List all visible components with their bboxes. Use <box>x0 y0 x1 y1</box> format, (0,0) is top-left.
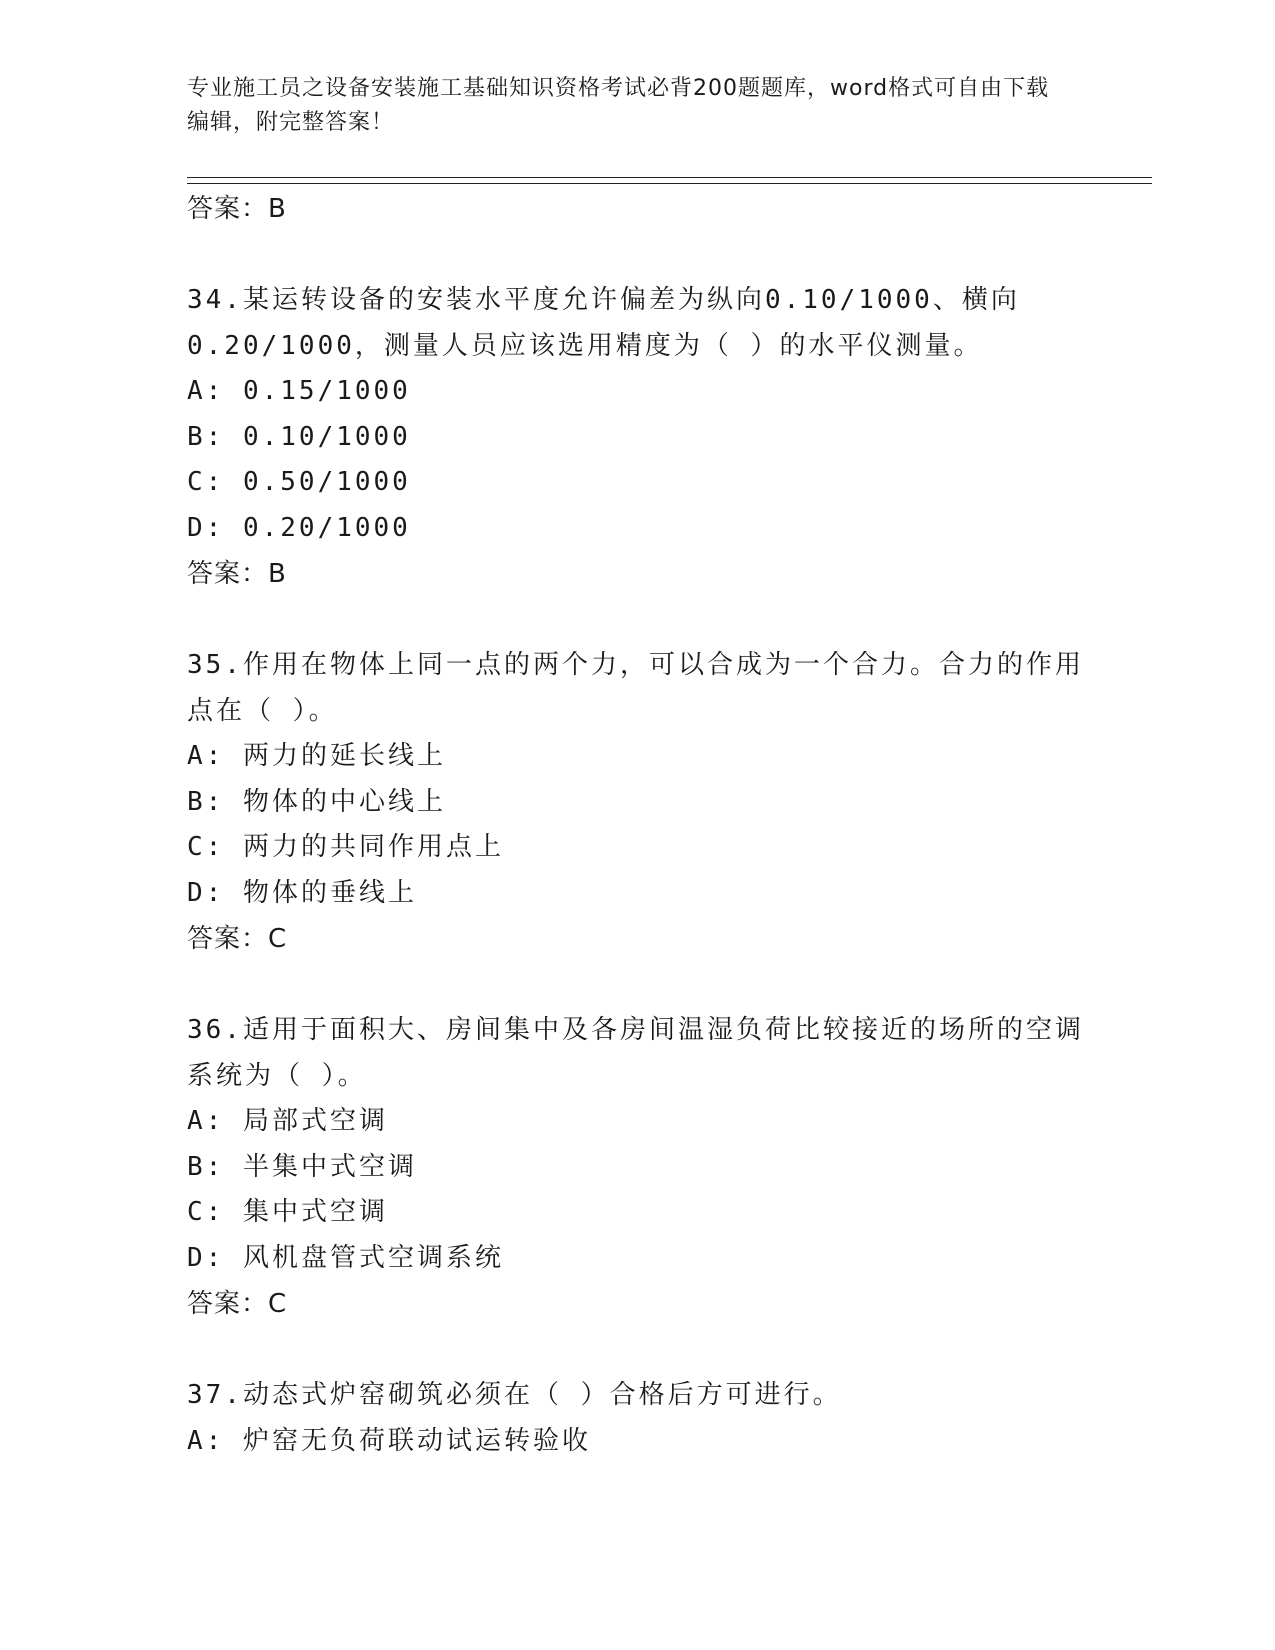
answer-line: 答案：C <box>187 1289 288 1319</box>
answer-line: 答案：C <box>187 924 288 954</box>
header-divider-top <box>187 177 1152 178</box>
question-34 <box>187 278 1087 597</box>
option-a: A: 两力的延长线上 <box>187 741 446 771</box>
question-list <box>187 186 1087 1464</box>
question-text: 34.某运转设备的安装水平度允许偏差为纵向0.10/1000、横向 0.20/1000，测量人员应该选用精度为（ ）的水平仪测量。 <box>187 285 1020 361</box>
option-d: D: 物体的垂线上 <box>187 877 417 908</box>
option-d: D: 0.20/1000 <box>187 512 411 543</box>
header-divider-bottom <box>187 183 1152 184</box>
question-37 <box>187 1373 1087 1464</box>
question-text: 37.动态式炉窑砌筑必须在（ ）合格后方可进行。 <box>187 1380 842 1410</box>
question-36 <box>187 1008 1087 1327</box>
option-c: C: 集中式空调 <box>187 1197 388 1227</box>
answer-line: 答案：B <box>187 559 287 589</box>
option-c: C: 0.50/1000 <box>187 467 411 497</box>
option-c: C: 两力的共同作用点上 <box>187 832 504 862</box>
option-b: B: 物体的中心线上 <box>187 786 446 817</box>
question-text: 35.作用在物体上同一点的两个力，可以合成为一个合力。合力的作用 点在（ ）。 <box>187 650 1084 726</box>
option-d: D: 风机盘管式空调系统 <box>187 1242 504 1273</box>
question-text: 36.适用于面积大、房间集中及各房间温湿负荷比较接近的场所的空调 系统为（ ）。 <box>187 1015 1084 1091</box>
option-b: B: 半集中式空调 <box>187 1151 417 1182</box>
answer-line: 答案：B <box>187 194 287 224</box>
option-b: B: 0.10/1000 <box>187 421 411 452</box>
document-header: 专业施工员之设备安装施工基础知识资格考试必背200题题库，word格式可自由下载编辑，附完整答案！ <box>187 76 1050 135</box>
option-a: A: 炉窑无负荷联动试运转验收 <box>187 1425 591 1456</box>
option-a: A: 局部式空调 <box>187 1106 388 1136</box>
option-a: A: 0.15/1000 <box>187 376 411 406</box>
question-35 <box>187 643 1087 962</box>
